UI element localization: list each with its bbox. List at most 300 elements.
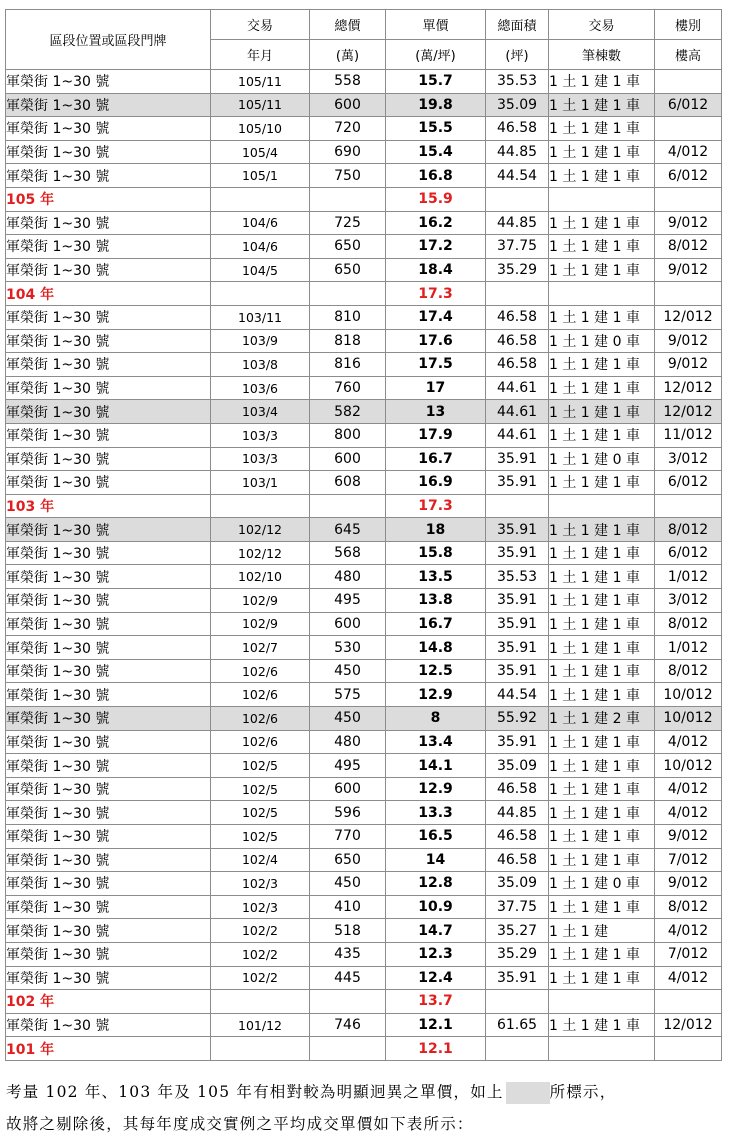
cell-location: 軍榮街 1~30 號 (6, 872, 211, 896)
cell-location: 軍榮街 1~30 號 (6, 400, 211, 424)
table-row (6, 683, 722, 707)
cell-date: 102/9 (211, 612, 310, 636)
cell-location: 103 年 (6, 494, 211, 518)
cell-count: 1 土 1 建 0 車 (549, 872, 655, 896)
table-row (6, 1013, 722, 1037)
cell-area (486, 1037, 549, 1061)
cell-total-price: 435 (310, 942, 386, 966)
year-summary-row (6, 187, 722, 211)
cell-area: 35.91 (486, 966, 549, 990)
cell-floor: 4/012 (655, 777, 722, 801)
cell-area: 46.58 (486, 117, 549, 141)
cell-count: 1 土 1 建 1 車 (549, 93, 655, 117)
cell-total-price: 650 (310, 848, 386, 872)
cell-total-price: 600 (310, 612, 386, 636)
cell-area: 35.91 (486, 471, 549, 495)
table-row (6, 400, 722, 424)
cell-floor: 9/012 (655, 258, 722, 282)
cell-total-price: 690 (310, 140, 386, 164)
cell-date: 102/6 (211, 659, 310, 683)
cell-location: 軍榮街 1~30 號 (6, 258, 211, 282)
cell-total-price: 495 (310, 589, 386, 613)
cell-location: 軍榮街 1~30 號 (6, 848, 211, 872)
cell-location: 軍榮街 1~30 號 (6, 942, 211, 966)
cell-floor: 6/012 (655, 164, 722, 188)
cell-date: 105/11 (211, 70, 310, 94)
table-row (6, 919, 722, 943)
cell-area: 35.91 (486, 612, 549, 636)
cell-unit-price: 17.5 (386, 353, 486, 377)
cell-unit-price: 16.2 (386, 211, 486, 235)
cell-area: 46.58 (486, 848, 549, 872)
cell-total-price: 760 (310, 376, 386, 400)
cell-unit-price: 15.5 (386, 117, 486, 141)
cell-location: 105 年 (6, 187, 211, 211)
cell-area: 44.85 (486, 211, 549, 235)
table-row (6, 777, 722, 801)
cell-location: 軍榮街 1~30 號 (6, 730, 211, 754)
header-date-top: 交易 (211, 10, 310, 40)
cell-location: 軍榮街 1~30 號 (6, 895, 211, 919)
cell-date: 101/12 (211, 1013, 310, 1037)
cell-count (549, 990, 655, 1014)
cell-unit-price: 13.4 (386, 730, 486, 754)
cell-unit-price: 13 (386, 400, 486, 424)
cell-floor (655, 494, 722, 518)
highlight-swatch (506, 1082, 550, 1104)
cell-floor: 4/012 (655, 730, 722, 754)
cell-count: 1 土 1 建 1 車 (549, 565, 655, 589)
year-summary-row (6, 1037, 722, 1061)
year-summary-row (6, 494, 722, 518)
cell-count (549, 187, 655, 211)
cell-date: 105/10 (211, 117, 310, 141)
note-line-2 (6, 1112, 732, 1134)
cell-date: 102/5 (211, 777, 310, 801)
table-row (6, 801, 722, 825)
cell-date (211, 494, 310, 518)
cell-total-price: 600 (310, 93, 386, 117)
cell-location: 軍榮街 1~30 號 (6, 966, 211, 990)
cell-floor (655, 990, 722, 1014)
cell-unit-price: 12.5 (386, 659, 486, 683)
cell-date: 105/4 (211, 140, 310, 164)
cell-unit-price: 17 (386, 376, 486, 400)
cell-unit-price: 15.8 (386, 541, 486, 565)
cell-date: 102/2 (211, 966, 310, 990)
cell-count: 1 土 1 建 1 車 (549, 518, 655, 542)
cell-unit-price: 10.9 (386, 895, 486, 919)
cell-floor: 12/012 (655, 376, 722, 400)
table-row (6, 942, 722, 966)
cell-unit-price: 17.4 (386, 305, 486, 329)
header-area-bottom: (坪) (486, 40, 549, 70)
cell-date: 102/6 (211, 683, 310, 707)
cell-area: 46.58 (486, 305, 549, 329)
cell-area: 35.29 (486, 258, 549, 282)
cell-total-price: 770 (310, 825, 386, 849)
cell-location: 軍榮街 1~30 號 (6, 70, 211, 94)
cell-date: 103/1 (211, 471, 310, 495)
cell-count: 1 土 1 建 0 車 (549, 447, 655, 471)
cell-unit-price: 15.9 (386, 187, 486, 211)
cell-location: 101 年 (6, 1037, 211, 1061)
cell-total-price: 450 (310, 872, 386, 896)
cell-date: 102/2 (211, 919, 310, 943)
cell-date: 103/3 (211, 447, 310, 471)
cell-location: 軍榮街 1~30 號 (6, 541, 211, 565)
cell-total-price: 582 (310, 400, 386, 424)
cell-date (211, 187, 310, 211)
cell-unit-price: 19.8 (386, 93, 486, 117)
cell-unit-price: 17.3 (386, 494, 486, 518)
cell-location: 軍榮街 1~30 號 (6, 329, 211, 353)
cell-count: 1 土 1 建 1 車 (549, 305, 655, 329)
cell-unit-price: 12.9 (386, 683, 486, 707)
table-row (6, 140, 722, 164)
cell-total-price (310, 990, 386, 1014)
cell-area: 35.09 (486, 754, 549, 778)
cell-area: 46.58 (486, 353, 549, 377)
cell-unit-price: 15.7 (386, 70, 486, 94)
cell-total-price: 410 (310, 895, 386, 919)
cell-unit-price: 18.4 (386, 258, 486, 282)
cell-unit-price: 16.8 (386, 164, 486, 188)
table-row (6, 565, 722, 589)
cell-floor: 10/012 (655, 683, 722, 707)
cell-area: 35.91 (486, 518, 549, 542)
cell-location: 軍榮街 1~30 號 (6, 683, 211, 707)
cell-count: 1 土 1 建 2 車 (549, 707, 655, 731)
cell-location: 軍榮街 1~30 號 (6, 801, 211, 825)
cell-floor: 4/012 (655, 919, 722, 943)
year-summary-row (6, 282, 722, 306)
cell-area: 44.61 (486, 376, 549, 400)
cell-date: 102/4 (211, 848, 310, 872)
cell-location: 軍榮街 1~30 號 (6, 589, 211, 613)
cell-location: 軍榮街 1~30 號 (6, 117, 211, 141)
cell-total-price (310, 1037, 386, 1061)
header-row-1 (6, 10, 722, 40)
cell-count: 1 土 1 建 1 車 (549, 117, 655, 141)
cell-unit-price: 13.3 (386, 801, 486, 825)
cell-floor: 4/012 (655, 801, 722, 825)
cell-total-price: 450 (310, 659, 386, 683)
cell-area: 35.91 (486, 447, 549, 471)
cell-count: 1 土 1 建 1 車 (549, 848, 655, 872)
cell-total-price: 818 (310, 329, 386, 353)
cell-area: 35.29 (486, 942, 549, 966)
table-row (6, 70, 722, 94)
table-row (6, 329, 722, 353)
cell-unit-price: 13.7 (386, 990, 486, 1014)
cell-unit-price: 12.8 (386, 872, 486, 896)
cell-location: 軍榮街 1~30 號 (6, 140, 211, 164)
cell-area: 61.65 (486, 1013, 549, 1037)
cell-count: 1 土 1 建 1 車 (549, 659, 655, 683)
table-row (6, 707, 722, 731)
cell-date: 102/5 (211, 825, 310, 849)
cell-floor: 9/012 (655, 872, 722, 896)
cell-location: 軍榮街 1~30 號 (6, 707, 211, 731)
cell-count: 1 土 1 建 1 車 (549, 376, 655, 400)
cell-floor: 7/012 (655, 848, 722, 872)
cell-date: 102/10 (211, 565, 310, 589)
cell-date: 103/11 (211, 305, 310, 329)
cell-floor (655, 1037, 722, 1061)
cell-date (211, 282, 310, 306)
cell-date: 105/11 (211, 93, 310, 117)
cell-location: 軍榮街 1~30 號 (6, 612, 211, 636)
cell-date: 102/7 (211, 636, 310, 660)
cell-date: 102/2 (211, 942, 310, 966)
cell-count: 1 土 1 建 1 車 (549, 636, 655, 660)
cell-total-price: 816 (310, 353, 386, 377)
cell-unit-price: 13.8 (386, 589, 486, 613)
table-row (6, 659, 722, 683)
cell-area: 37.75 (486, 895, 549, 919)
cell-total-price (310, 282, 386, 306)
cell-floor: 1/012 (655, 565, 722, 589)
cell-count: 1 土 1 建 1 車 (549, 612, 655, 636)
cell-total-price: 596 (310, 801, 386, 825)
cell-location: 軍榮街 1~30 號 (6, 1013, 211, 1037)
cell-total-price: 495 (310, 754, 386, 778)
cell-unit-price: 16.5 (386, 825, 486, 849)
note-line-1 (6, 1080, 732, 1104)
table-row (6, 117, 722, 141)
cell-unit-price: 14.8 (386, 636, 486, 660)
cell-total-price: 600 (310, 447, 386, 471)
cell-floor: 10/012 (655, 754, 722, 778)
cell-unit-price: 12.1 (386, 1037, 486, 1061)
cell-count: 1 土 1 建 1 車 (549, 140, 655, 164)
header-floor-top: 樓別 (655, 10, 722, 40)
cell-floor: 12/012 (655, 1013, 722, 1037)
cell-unit-price: 8 (386, 707, 486, 731)
cell-date: 102/3 (211, 872, 310, 896)
header-date-bottom: 年月 (211, 40, 310, 70)
cell-floor: 3/012 (655, 589, 722, 613)
cell-location: 軍榮街 1~30 號 (6, 305, 211, 329)
header-unit-bottom: (萬/坪) (386, 40, 486, 70)
cell-location: 軍榮街 1~30 號 (6, 471, 211, 495)
cell-area (486, 990, 549, 1014)
cell-unit-price: 13.5 (386, 565, 486, 589)
cell-unit-price: 17.3 (386, 282, 486, 306)
cell-floor: 10/012 (655, 707, 722, 731)
cell-unit-price: 15.4 (386, 140, 486, 164)
year-summary-row (6, 990, 722, 1014)
cell-count: 1 土 1 建 1 車 (549, 895, 655, 919)
header-count-bottom: 筆棟數 (549, 40, 655, 70)
cell-floor: 7/012 (655, 942, 722, 966)
cell-location: 軍榮街 1~30 號 (6, 353, 211, 377)
table-row (6, 164, 722, 188)
table-row (6, 754, 722, 778)
table-row (6, 235, 722, 259)
cell-unit-price: 16.7 (386, 447, 486, 471)
cell-total-price: 518 (310, 919, 386, 943)
cell-date: 104/6 (211, 211, 310, 235)
cell-date: 102/6 (211, 730, 310, 754)
cell-total-price: 600 (310, 777, 386, 801)
table-row (6, 612, 722, 636)
cell-area: 35.09 (486, 93, 549, 117)
note-text-2: 故將之剔除後，其每年度成交實例之平均成交單價如下表所示： (6, 1115, 474, 1133)
table-row (6, 376, 722, 400)
cell-count: 1 土 1 建 1 車 (549, 942, 655, 966)
cell-total-price: 608 (310, 471, 386, 495)
cell-area: 37.75 (486, 235, 549, 259)
cell-floor: 12/012 (655, 400, 722, 424)
cell-unit-price: 12.3 (386, 942, 486, 966)
cell-count: 1 土 1 建 1 車 (549, 825, 655, 849)
table-row (6, 825, 722, 849)
cell-unit-price: 16.9 (386, 471, 486, 495)
cell-area: 44.61 (486, 400, 549, 424)
cell-location: 軍榮街 1~30 號 (6, 93, 211, 117)
cell-count: 1 土 1 建 1 車 (549, 754, 655, 778)
cell-location: 軍榮街 1~30 號 (6, 825, 211, 849)
cell-date: 102/5 (211, 754, 310, 778)
cell-total-price (310, 187, 386, 211)
table-row (6, 447, 722, 471)
cell-date (211, 990, 310, 1014)
cell-floor: 4/012 (655, 966, 722, 990)
cell-floor: 1/012 (655, 636, 722, 660)
cell-total-price: 480 (310, 565, 386, 589)
cell-unit-price: 12.9 (386, 777, 486, 801)
cell-total-price: 720 (310, 117, 386, 141)
cell-total-price: 800 (310, 423, 386, 447)
cell-date: 102/3 (211, 895, 310, 919)
cell-count (549, 494, 655, 518)
cell-date: 104/6 (211, 235, 310, 259)
cell-floor: 9/012 (655, 211, 722, 235)
cell-date: 104/5 (211, 258, 310, 282)
cell-area: 35.91 (486, 589, 549, 613)
cell-date: 103/6 (211, 376, 310, 400)
cell-area: 55.92 (486, 707, 549, 731)
cell-floor: 11/012 (655, 423, 722, 447)
cell-area: 44.61 (486, 423, 549, 447)
cell-area: 35.91 (486, 730, 549, 754)
cell-total-price: 645 (310, 518, 386, 542)
table-row (6, 730, 722, 754)
cell-date: 102/6 (211, 707, 310, 731)
cell-count: 1 土 1 建 0 車 (549, 329, 655, 353)
cell-date: 103/8 (211, 353, 310, 377)
cell-total-price: 480 (310, 730, 386, 754)
table-body (6, 70, 722, 1061)
cell-floor: 8/012 (655, 612, 722, 636)
header-total-top: 總價 (310, 10, 386, 40)
cell-area: 35.27 (486, 919, 549, 943)
table-row (6, 589, 722, 613)
table-row (6, 518, 722, 542)
cell-location: 軍榮街 1~30 號 (6, 754, 211, 778)
cell-area: 44.54 (486, 164, 549, 188)
cell-area (486, 282, 549, 306)
cell-total-price: 746 (310, 1013, 386, 1037)
cell-unit-price: 18 (386, 518, 486, 542)
cell-area (486, 494, 549, 518)
table-row (6, 636, 722, 660)
cell-floor: 8/012 (655, 235, 722, 259)
cell-total-price: 450 (310, 707, 386, 731)
cell-location: 軍榮街 1~30 號 (6, 636, 211, 660)
note-text-1b: 所標示， (549, 1083, 617, 1101)
cell-location: 軍榮街 1~30 號 (6, 919, 211, 943)
cell-floor (655, 70, 722, 94)
cell-total-price: 445 (310, 966, 386, 990)
cell-total-price: 725 (310, 211, 386, 235)
cell-total-price: 568 (310, 541, 386, 565)
table-row (6, 895, 722, 919)
cell-area: 44.85 (486, 140, 549, 164)
cell-floor (655, 282, 722, 306)
cell-location: 104 年 (6, 282, 211, 306)
cell-date: 102/9 (211, 589, 310, 613)
header-count-top: 交易 (549, 10, 655, 40)
cell-area: 46.58 (486, 777, 549, 801)
cell-unit-price: 14.1 (386, 754, 486, 778)
cell-area: 35.91 (486, 636, 549, 660)
cell-count: 1 土 1 建 1 車 (549, 211, 655, 235)
table-row (6, 872, 722, 896)
cell-area: 35.09 (486, 872, 549, 896)
cell-count: 1 土 1 建 1 車 (549, 683, 655, 707)
table-row (6, 541, 722, 565)
cell-floor: 3/012 (655, 447, 722, 471)
cell-date: 102/12 (211, 518, 310, 542)
cell-date: 102/5 (211, 801, 310, 825)
cell-floor: 8/012 (655, 659, 722, 683)
cell-count: 1 土 1 建 1 車 (549, 258, 655, 282)
cell-date: 105/1 (211, 164, 310, 188)
cell-date: 103/9 (211, 329, 310, 353)
cell-count: 1 土 1 建 1 車 (549, 1013, 655, 1037)
cell-date: 102/12 (211, 541, 310, 565)
table-row (6, 423, 722, 447)
cell-count: 1 土 1 建 1 車 (549, 801, 655, 825)
cell-area (486, 187, 549, 211)
cell-floor: 12/012 (655, 305, 722, 329)
cell-total-price: 810 (310, 305, 386, 329)
cell-area: 35.91 (486, 541, 549, 565)
table-row (6, 211, 722, 235)
cell-unit-price: 16.7 (386, 612, 486, 636)
cell-floor: 9/012 (655, 825, 722, 849)
cell-count: 1 土 1 建 1 車 (549, 541, 655, 565)
cell-area: 35.91 (486, 659, 549, 683)
cell-count: 1 土 1 建 1 車 (549, 966, 655, 990)
cell-area: 44.54 (486, 683, 549, 707)
cell-location: 軍榮街 1~30 號 (6, 777, 211, 801)
cell-unit-price: 14 (386, 848, 486, 872)
cell-location: 軍榮街 1~30 號 (6, 211, 211, 235)
cell-area: 46.58 (486, 825, 549, 849)
cell-count: 1 土 1 建 1 車 (549, 353, 655, 377)
cell-count: 1 土 1 建 1 車 (549, 471, 655, 495)
cell-count: 1 土 1 建 (549, 919, 655, 943)
cell-unit-price: 12.4 (386, 966, 486, 990)
cell-location: 軍榮街 1~30 號 (6, 376, 211, 400)
cell-total-price: 650 (310, 235, 386, 259)
cell-count: 1 土 1 建 1 車 (549, 164, 655, 188)
cell-unit-price: 17.9 (386, 423, 486, 447)
